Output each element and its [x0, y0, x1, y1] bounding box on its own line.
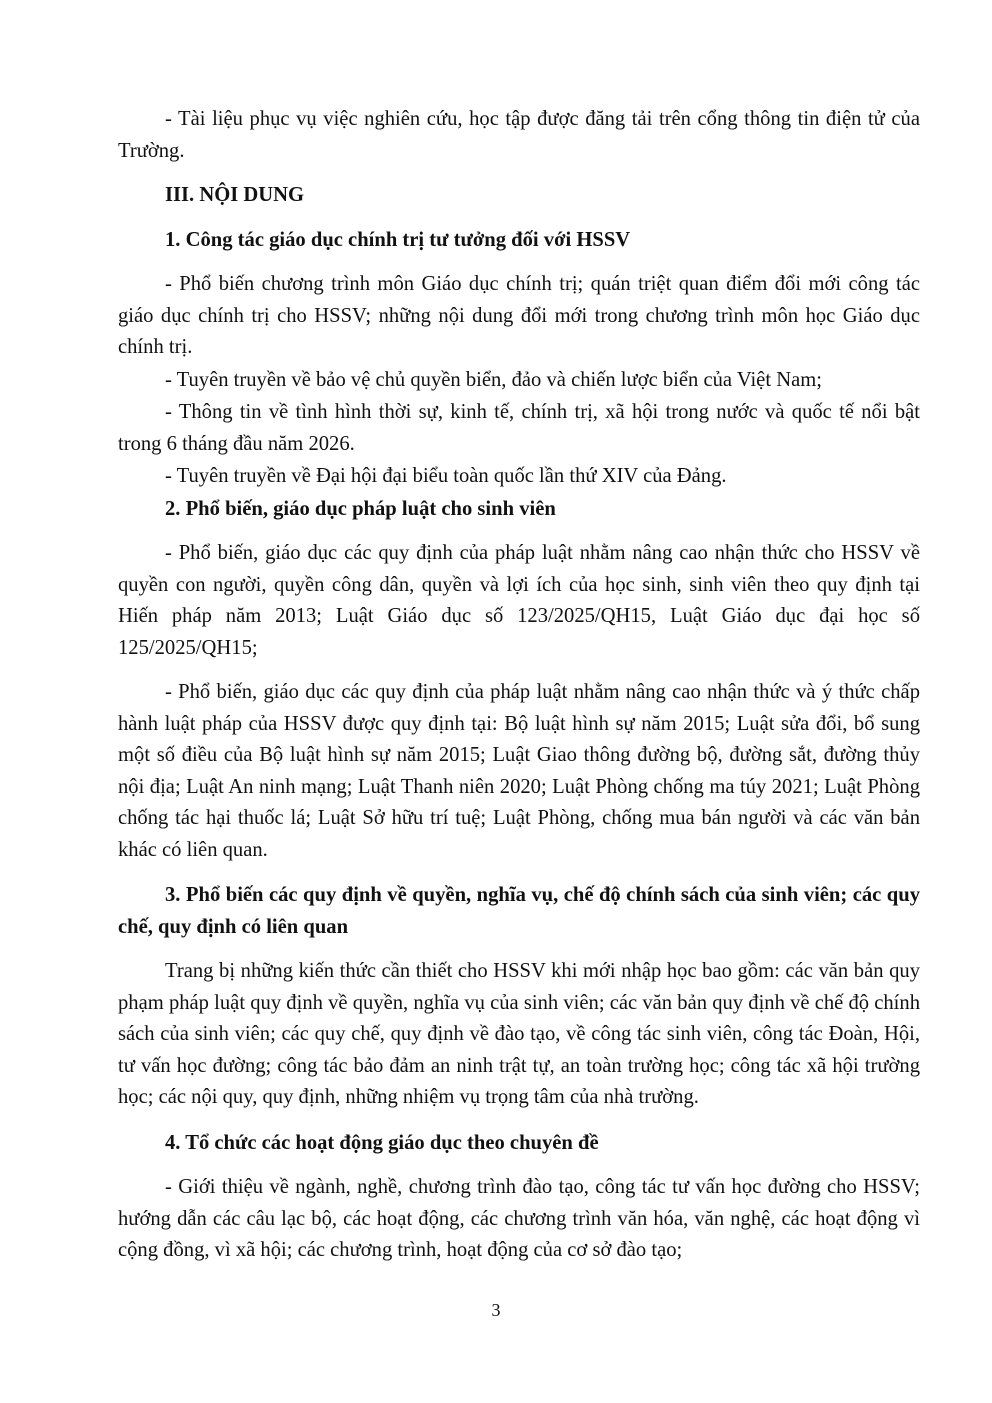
- subheading-legal-education: 2. Phổ biến, giáo dục pháp luật cho sinh viên: [165, 497, 556, 520]
- paragraph-introduction: - Giới thiệu về ngành, nghề, chương trình đào tạo, công tác tư vấn học đường cho HSSV; hướng dẫn các câu lạc bộ, các hoạt động, các chương trình văn hóa, văn nghệ, các hoạt động vì cộng đồng, vì xã hội; các chương trình, hoạt động của cơ sở đào tạo;: [118, 1176, 920, 1261]
- paragraph-research-materials: - Tài liệu phục vụ việc nghiên cứu, học tập được đăng tải trên cổng thông tin điện tử của Trường.: [118, 108, 920, 162]
- paragraph-political-program: - Phổ biến chương trình môn Giáo dục chính trị; quán triệt quan điểm đổi mới công tác giáo dục chính trị cho HSSV; những nội dung đổi mới trong chương trình môn học Giáo dục chính trị.: [118, 273, 920, 358]
- paragraph-legal-rights: - Phổ biến, giáo dục các quy định của pháp luật nhằm nâng cao nhận thức cho HSSV về quyền con người, quyền công dân, quyền và lợi ích của học sinh, sinh viên theo quy định tại Hiến pháp năm 2013; Luật Giáo dục số 123/2025/QH15, Luật Giáo dục đại học số 125/2025/QH15;: [118, 542, 920, 659]
- subheading-student-regulations: 3. Phổ biến các quy định về quyền, nghĩa vụ, chế độ chính sách của sinh viên; các quy chế, quy định có liên quan: [118, 884, 920, 938]
- document-page: [118, 104, 920, 1267]
- page-number: 3: [491, 1300, 501, 1320]
- paragraph-knowledge-equip: Trang bị những kiến thức cần thiết cho HSSV khi mới nhập học bao gồm: các văn bản quy phạm pháp luật quy định về quyền, nghĩa vụ của sinh viên; các văn bản quy định về chế độ chính sách của sinh viên; các quy chế, quy định về đào tạo, về công tác sinh viên, công tác Đoàn, Hội, tư vấn học đường; công tác bảo đảm an ninh trật tự, an toàn trường học; công tác xã hội trường học; các nội quy, quy định, những nhiệm vụ trọng tâm của nhà trường.: [118, 960, 920, 1108]
- paragraph-legal-compliance: - Phổ biến, giáo dục các quy định của pháp luật nhằm nâng cao nhận thức và ý thức chấp hành luật pháp của HSSV được quy định tại: Bộ luật hình sự năm 2015; Luật sửa đổi, bổ sung một số điều của Bộ luật hình sự năm 2015; Luật Giao thông đường bộ, đường sắt, đường thủy nội địa; Luật An ninh mạng; Luật Thanh niên 2020; Luật Phòng chống ma túy 2021; Luật Phòng chống tác hại thuốc lá; Luật Sở hữu trí tuệ; Luật Phòng, chống mua bán người và các văn bản khác có liên quan.: [118, 681, 920, 861]
- subheading-thematic-activities: 4. Tổ chức các hoạt động giáo dục theo chuyên đề: [165, 1131, 599, 1154]
- section-heading-content: III. NỘI DUNG: [165, 184, 305, 206]
- paragraph-current-affairs: - Thông tin về tình hình thời sự, kinh tế, chính trị, xã hội trong nước và quốc tế nổi bật trong 6 tháng đầu năm 2026.: [118, 401, 920, 455]
- subheading-political-education: 1. Công tác giáo dục chính trị tư tưởng đối với HSSV: [165, 228, 631, 251]
- paragraph-party-congress: - Tuyên truyền về Đại hội đại biểu toàn quốc lần thứ XIV của Đảng.: [165, 465, 727, 487]
- paragraph-sea-sovereignty: - Tuyên truyền về bảo vệ chủ quyền biển, đảo và chiến lược biển của Việt Nam;: [165, 368, 822, 391]
